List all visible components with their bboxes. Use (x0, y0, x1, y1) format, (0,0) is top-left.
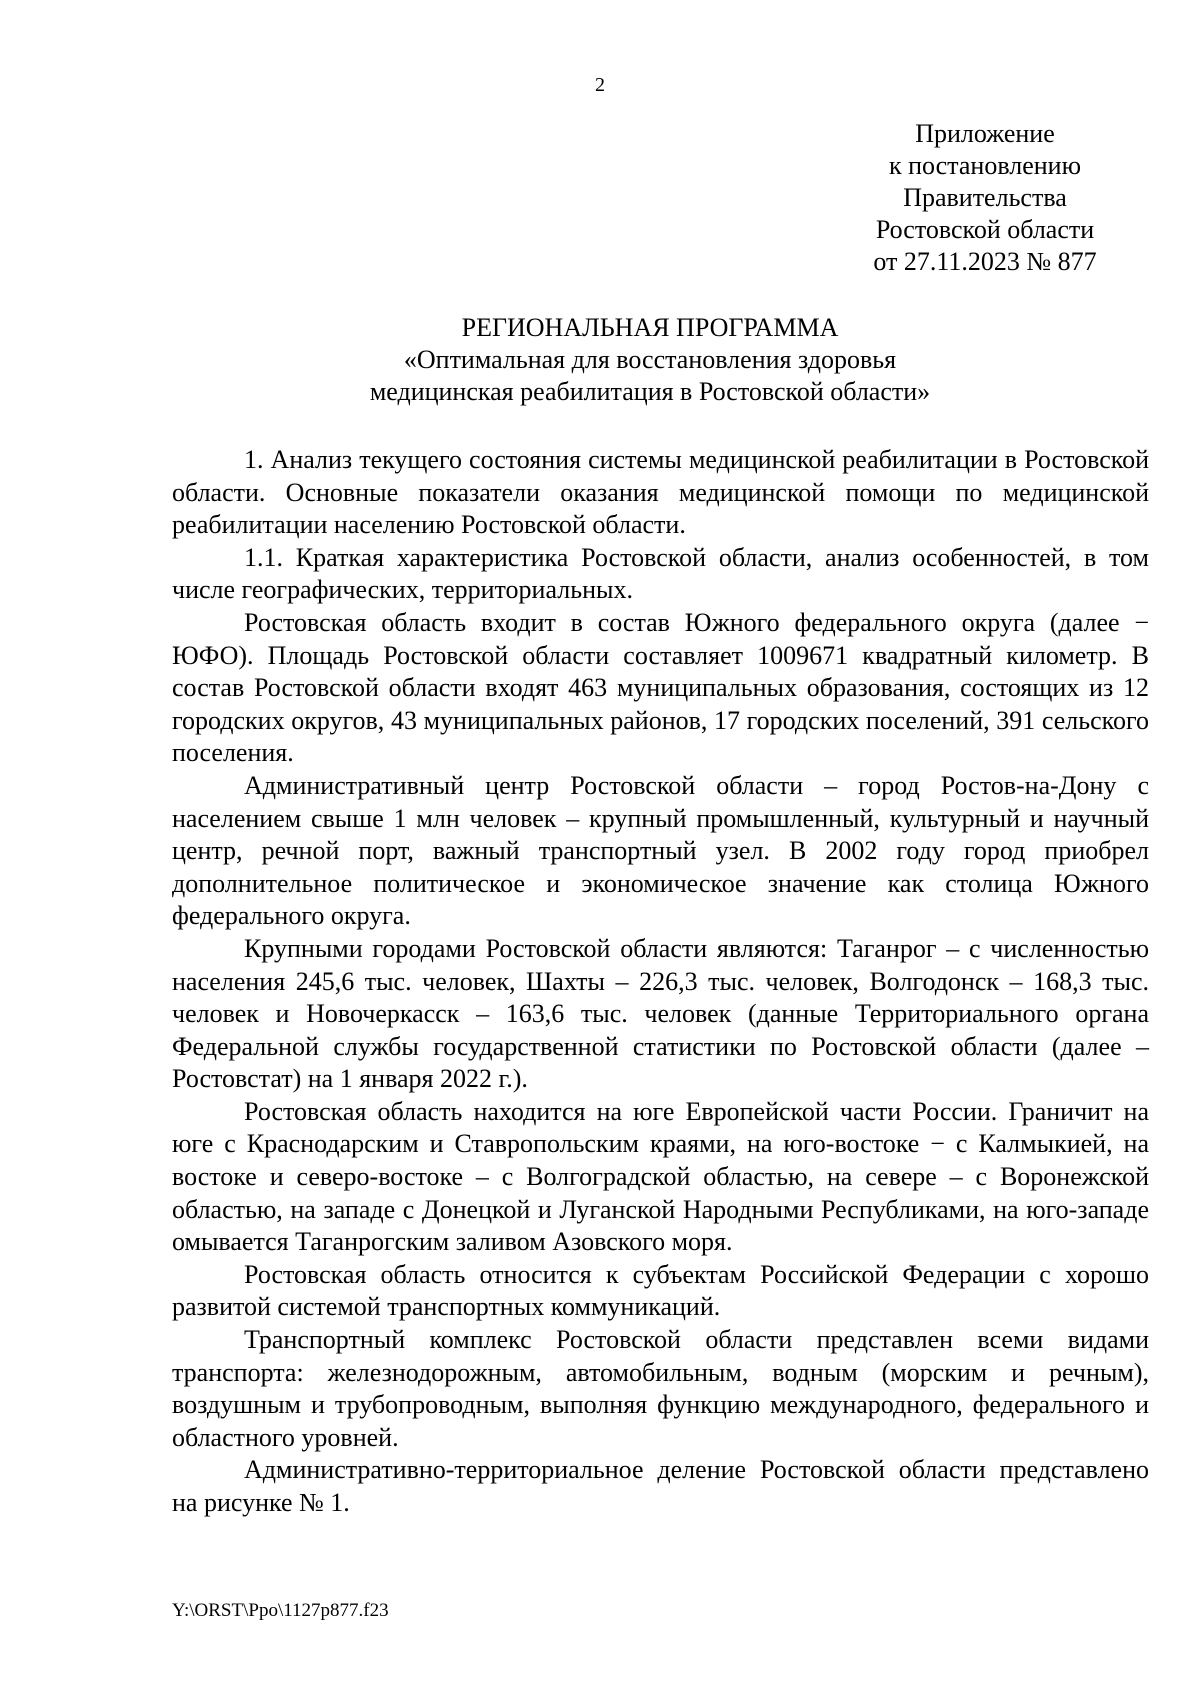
body-paragraph: Транспортный комплекс Ростовской области представлен всеми видами транспорта: железнодорожным, автомобильным, водным (морским и речным), воздушным и трубопроводным, выполняя функцию международного, федерального и областного уровней. (172, 1325, 1149, 1452)
body-paragraph: Административный центр Ростовской области – город Ростов-на-Дону с населением свыше 1 млн человек – крупный промышленный, культурный и научный центр, речной порт, важный транспортный узел. В 2002 году город приобрел дополнительное политическое и экономическое значение как столица Южного федерального округа. (172, 770, 1149, 931)
appendix-line: от 27.11.2023 № 877 (873, 247, 1097, 276)
appendix-line: Приложение (915, 119, 1055, 148)
section-heading-paragraph: 1. Анализ текущего состояния системы медицинской реабилитации в Ростовской области. Основные показатели оказания медицинской помощи по медицинской реабилитации населению Ростовской области. (172, 445, 1149, 540)
appendix-line: к постановлению (888, 151, 1082, 180)
appendix-line: Ростовской области (875, 215, 1095, 244)
body-paragraph: Ростовская область относится к субъектам Российской Федерации с хорошо развитой системой транспортных коммуникаций. (172, 1259, 1149, 1322)
document-title (150, 312, 1150, 408)
body-paragraph: Ростовская область входит в состав Южного федерального округа (далее − ЮФО). Площадь Ростовской области составляет 1009671 квадратный километр. В состав Ростовской области входят 463 муниципальных образования, состоящих из 12 городских округов, 43 муниципальных районов, 17 городских поселений, 391 сельского поселения. (172, 607, 1149, 768)
body-paragraph: Административно-территориальное деление Ростовской области представлено на рисунке № 1. (172, 1455, 1149, 1517)
body-paragraph: Ростовская область находится на юге Европейской части России. Граничит на юге с Краснодарским и Ставропольским краями, на юго-востоке − с Калмыкией, на востоке и северо-востоке – с Волгоградской областью, на севере – с Воронежской областью, на западе с Донецкой и Луганской Народными Республиками, на юго-западе омывается Таганрогским заливом Азовского моря. (172, 1096, 1149, 1257)
appendix-reference (860, 118, 1110, 278)
file-path-footer: Y:\ORST\Ppo\1127p877.f23 (172, 1600, 389, 1621)
title-subtitle-line: медицинская реабилитация в Ростовской области» (369, 377, 931, 406)
subsection-heading-paragraph: 1.1. Краткая характеристика Ростовской области, анализ особенностей, в том числе географических, территориальных. (172, 542, 1149, 605)
title-subtitle-line: «Оптимальная для восстановления здоровья (403, 345, 897, 374)
document-body (172, 444, 1149, 1520)
title-heading: РЕГИОНАЛЬНАЯ ПРОГРАММА (461, 313, 839, 342)
page-number: 2 (595, 74, 605, 96)
appendix-line: Правительства (903, 183, 1067, 212)
body-paragraph: Крупными городами Ростовской области являются: Таганрог – с численностью населения 245,6 тыс. человек, Шахты – 226,3 тыс. человек, Волгодонск – 168,3 тыс. человек и Новочеркасск – 163,6 тыс. человек (данные Территориального органа Федеральной службы государственной статистики по Ростовской области (далее – Ростовстат) на 1 января 2022 г.). (172, 933, 1149, 1094)
